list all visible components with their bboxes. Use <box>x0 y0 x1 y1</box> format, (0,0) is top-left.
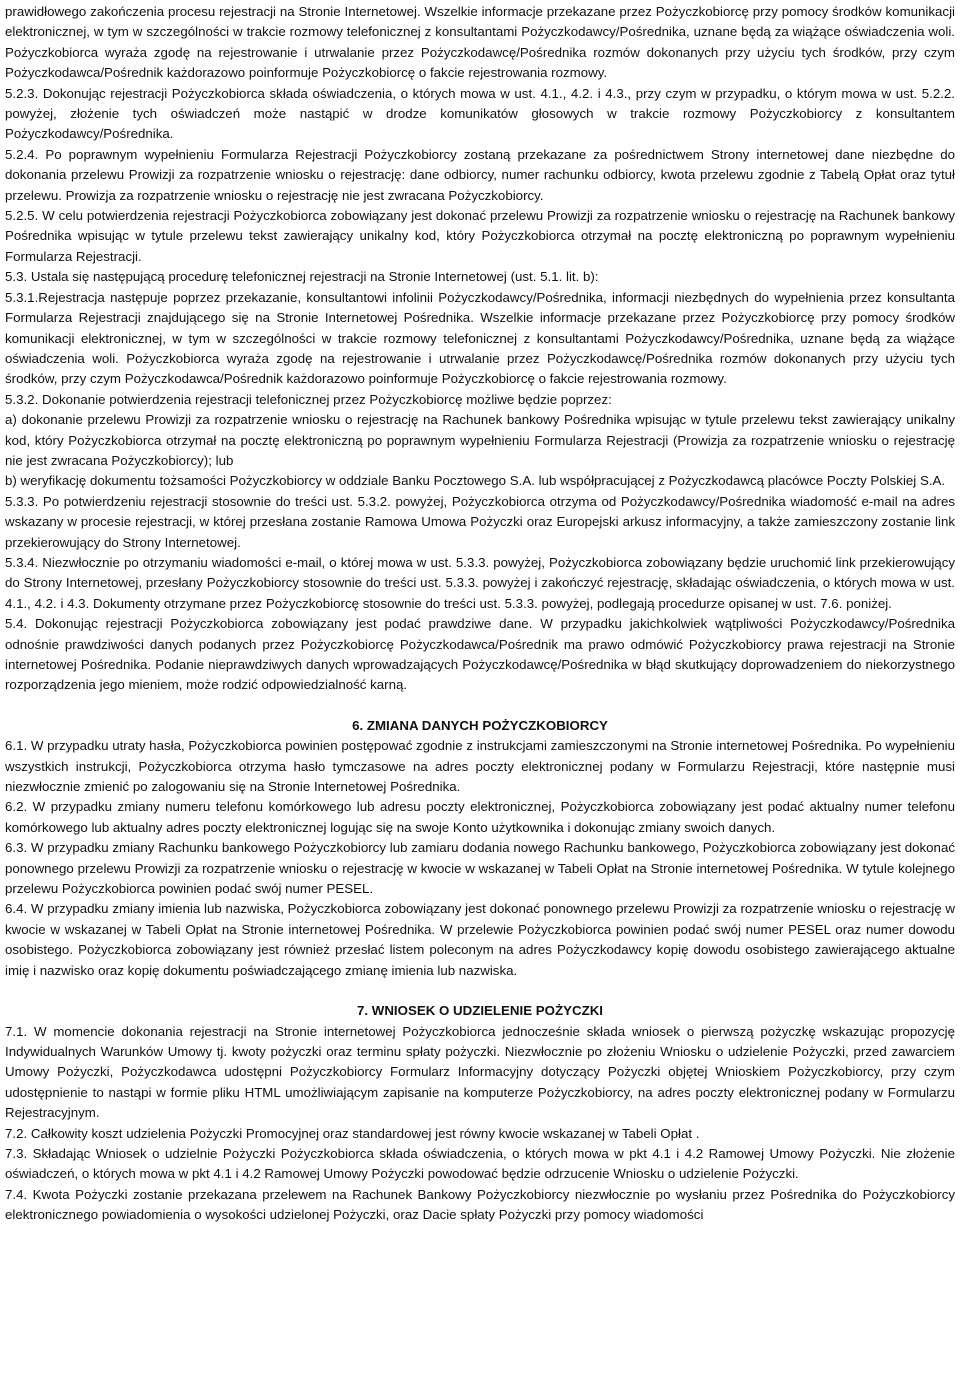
paragraph-5-2-3: 5.2.3. Dokonując rejestracji Pożyczkobiorca składa oświadczenia, o których mowa w ust. 4.1., 4.2. i 4.3., przy czym w przypadku, o którym mowa w ust. 5.2.2. powyżej, złożenie tych oświadczeń może nastąpić w drodze komunikatów głosowych w trakcie rozmowy Pożyczkobiorcy z konsultantem Pożyczkodawcy/Pośrednika. <box>5 85 955 142</box>
paragraph-6-4: 6.4. W przypadku zmiany imienia lub nazwiska, Pożyczkobiorca zobowiązany jest dokonać ponownego przelewu Prowizji za rozpatrzenie wniosku o rejestrację w kwocie w wskazanej w Tabeli Opłat na Stronie internetowej Pośrednika. W przelewie Pożyczkobiorca powinien podać swój numer PESEL oraz numer dowodu osobistego. Pożyczkobiorca zobowiązany jest również przesłać listem poleconym na adres Pożyczkodawcy kopię dowodu osobistego zawierającego aktualne imię i nazwisko oraz kopię dokumentu poświadczającego zmianę imienia lub nazwiska. <box>5 901 955 978</box>
paragraph-5-3: 5.3. Ustala się następującą procedurę telefonicznej rejestracji na Stronie Internetowej (ust. 5.1. lit. b): <box>5 269 599 285</box>
paragraph-5-3-2-a: a) dokonanie przelewu Prowizji za rozpatrzenie wniosku o rejestrację na Rachunek bankowy Pośrednika wpisując w tytule przelewu tekst zawierający unikalny kod, który Pożyczkobiorca otrzymał na pocztę elektroniczną po poprawnym wypełnieniu Formularza Rejestracji (Prowizja za rozpatrzenie wniosku o rejestrację nie jest zwracana Pożyczkobiorcy); lub <box>5 412 955 468</box>
section-gap <box>5 981 955 1001</box>
section-heading-7: 7. WNIOSEK O UDZIELENIE POŻYCZKI <box>356 1003 603 1019</box>
paragraph-5-3-2-b: b) weryfikację dokumentu tożsamości Pożyczkobiorcy w oddziale Banku Pocztowego S.A. lub współpracującej z Pożyczkodawcą placówce Poczty Polskiej S.A. <box>5 473 946 489</box>
paragraph-7-1: 7.1. W momencie dokonania rejestracji na Stronie internetowej Pożyczkobiorca jednocześnie składa wniosek o pierwszą pożyczkę wskazując propozycję Indywidualnych Warunków Umowy tj. kwoty pożyczki oraz terminu spłaty pożyczki. Niezwłocznie po złożeniu Wniosku o udzielenie Pożyczki, przed zawarciem Umowy Pożyczki, Pożyczkodawca udostępni Pożyczkobiorcy Formularz Informacyjny dotyczący Pożyczki objętej Wnioskiem Pożyczkobiorcy, przy czym udostępnienie to nastąpi w formie pliku HTML umożliwiającym zapisanie na komputerze Pożyczkobiorcy, na adres poczty elektronicznej podany w Formularzu Rejestracyjnym. <box>5 1023 955 1121</box>
paragraph-5-3-2: 5.3.2. Dokonanie potwierdzenia rejestracji telefonicznej przez Pożyczkobiorcę możliwe będzie poprzez: <box>5 391 612 407</box>
paragraph-5-4: 5.4. Dokonując rejestracji Pożyczkobiorca zobowiązany jest podać prawdziwe dane. W przypadku jakichkolwiek wątpliwości Pożyczkodawcy/Pośrednika odnośnie prawdziwości danych podanych przez Pożyczkobiorcę Pożyczkodawca/Pośrednik ma prawo odmówić Pożyczkobiorcy prawa rejestracji na Stronie internetowej Pośrednika. Podanie nieprawdziwych danych wprowadzających Pożyczkodawcę/Pośrednika w błąd skutkujący doprowadzeniem do niekorzystnego rozporządzenia jego mieniem, może rodzić odpowiedzialność karną. <box>5 616 955 693</box>
paragraph-6-2: 6.2. W przypadku zmiany numeru telefonu komórkowego lub adresu poczty elektronicznej, Pożyczkobiorca zobowiązany jest podać aktualny numer telefonu komórkowego lub aktualny adres poczty elektronicznej logując się na swoje Konto użytkownika i dokonując zmiany swoich danych. <box>5 799 955 835</box>
paragraph-5-2-4: 5.2.4. Po poprawnym wypełnieniu Formularza Rejestracji Pożyczkobiorcy zostaną przekazane za pośrednictwem Strony internetowej dane niezbędne do dokonania przelewu Prowizji za rozpatrzenie wniosku o rejestrację: dane odbiorcy, numer rachunku odbiorcy, kwota przelewu zgodnie z Tabelą Opłat oraz tytuł przelewu. Prowizja za rozpatrzenie wniosku o rejestrację nie jest zwracana Pożyczkobiorcy. <box>5 146 955 203</box>
paragraph-7-3: 7.3. Składając Wniosek o udzielnie Pożyczki Pożyczkobiorca składa oświadczenia, o których mowa w pkt 4.1 i 4.2 Ramowej Umowy Pożyczki. Nie złożenie oświadczeń, o których mowa w pkt 4.1 i 4.2 Ramowej Umowy Pożyczki powodować będzie odrzucenie Wniosku o udzielenie Pożyczki. <box>5 1145 955 1182</box>
paragraph-7-4: 7.4. Kwota Pożyczki zostanie przekazana przelewem na Rachunek Bankowy Pożyczkobiorcy niezwłocznie po wysłaniu przez Pośrednika do Pożyczkobiorcy elektronicznego powiadomienia o wysokości udzielonej Pożyczki, oraz Dacie spłaty Pożyczki przy pomocy wiadomości <box>5 1186 955 1223</box>
document-body <box>5 2 955 1226</box>
paragraph-5-3-1: 5.3.1.Rejestracja następuje poprzez przekazanie, konsultantowi infolinii Pożyczkodawcy/Pośrednika, informacji niezbędnych do wypełnienia przez konsultanta Formularza Rejestracji znajdującego się na Stronie Internetowej Pośrednika. Wszelkie informacje przekazane przez Pożyczkobiorcę przy pomocy środków komunikacji elektronicznej, w tym w szczególności w trakcie rozmowy telefonicznej z konsultantami Pożyczkodawcy/Pośrednika, uznane będą za wiążące oświadczenia woli. Pożyczkobiorca wyraża zgodę na rejestrowanie i utrwalanie przez Pożyczkodawcę/Pośrednika rozmów dokonanych przy użyciu tych środków, przy czym Pożyczkodawca/Pośrednik każdorazowo poinformuje Pożyczkobiorcę o fakcie rejestrowania rozmowy. <box>5 289 955 387</box>
paragraph-5-2-5: 5.2.5. W celu potwierdzenia rejestracji Pożyczkobiorca zobowiązany jest dokonać przelewu Prowizji za rozpatrzenie wniosku o rejestrację na Rachunek bankowy Pośrednika wpisując w tytule przelewu tekst zawierający unikalny kod, który Pożyczkobiorca otrzymał na pocztę elektroniczną po poprawnym wypełnieniu Formularza Rejestracji. <box>5 208 955 264</box>
paragraph-7-2: 7.2. Całkowity koszt udzielenia Pożyczki Promocyjnej oraz standardowej jest równy kwocie wskazanej w Tabeli Opłat . <box>5 1125 700 1141</box>
paragraph-5-3-3: 5.3.3. Po potwierdzeniu rejestracji stosownie do treści ust. 5.3.2. powyżej, Pożyczkobiorca otrzyma od Pożyczkodawcy/Pośrednika wiadomość e-mail na adres wskazany w procesie rejestracji, w której przesłana zostanie Ramowa Umowa Pożyczki oraz Europejski arkusz informacyjny, a także zamieszczony zostanie link przekierowujący do Strony Internetowej. <box>5 493 955 550</box>
paragraph-6-3: 6.3. W przypadku zmiany Rachunku bankowego Pożyczkobiorcy lub zamiaru dodania nowego Rachunku bankowego, Pożyczkobiorca zobowiązany jest dokonać ponownego przelewu Prowizji za rozpatrzenie wniosku o rejestrację w kwocie w wskazanej w Tabeli Opłat na Stronie internetowej Pośrednika. W tytule kolejnego przelewu Pożyczkobiorca powinien podać swój numer PESEL. <box>5 840 955 897</box>
paragraph-5-2-2-continued: prawidłowego zakończenia procesu rejestracji na Stronie Internetowej. Wszelkie informacje przekazane przez Pożyczkobiorcę przy pomocy środków komunikacji elektronicznej, w tym w szczególności w trakcie rozmowy telefonicznej z konsultantami Pożyczkodawcy/Pośrednika, uznane będą za wiążące oświadczenia woli. Pożyczkobiorca wyraża zgodę na rejestrowanie i utrwalanie przez Pożyczkodawcę/Pośrednika rozmów dokonanych przy użyciu tych środków, przy czym Pożyczkodawca/Pośrednik każdorazowo poinformuje Pożyczkobiorcę o fakcie rejestrowania rozmowy. <box>5 4 955 81</box>
section-gap <box>5 696 955 716</box>
paragraph-6-1: 6.1. W przypadku utraty hasła, Pożyczkobiorca powinien postępować zgodnie z instrukcjami zamieszczonymi na Stronie internetowej Pośrednika. Po wypełnieniu wszystkich instrukcji, Pożyczkobiorca otrzyma hasło tymczasowe na adres poczty elektronicznej podany w Formularzu Rejestracji, które następnie musi niezwłocznie zmienić po zalogowaniu się na Stronie Internetowej Pośrednika. <box>5 738 955 795</box>
paragraph-5-3-4: 5.3.4. Niezwłocznie po otrzymaniu wiadomości e-mail, o której mowa w ust. 5.3.3. powyżej, Pożyczkobiorca zobowiązany będzie uruchomić link przekierowujący do Strony Internetowej, przesłany Pożyczkobiorcy stosownie do treści ust. 5.3.3. powyżej i zakończyć rejestrację, składając oświadczenia, o których mowa w ust. 4.1., 4.2. i 4.3. Dokumenty otrzymane przez Pożyczkobiorcę stosownie do treści ust. 5.3.3. powyżej, podlegają procedurze opisanej w ust. 7.6. poniżej. <box>5 554 955 611</box>
section-heading-6: 6. ZMIANA DANYCH POŻYCZKOBIORCY <box>352 717 608 733</box>
